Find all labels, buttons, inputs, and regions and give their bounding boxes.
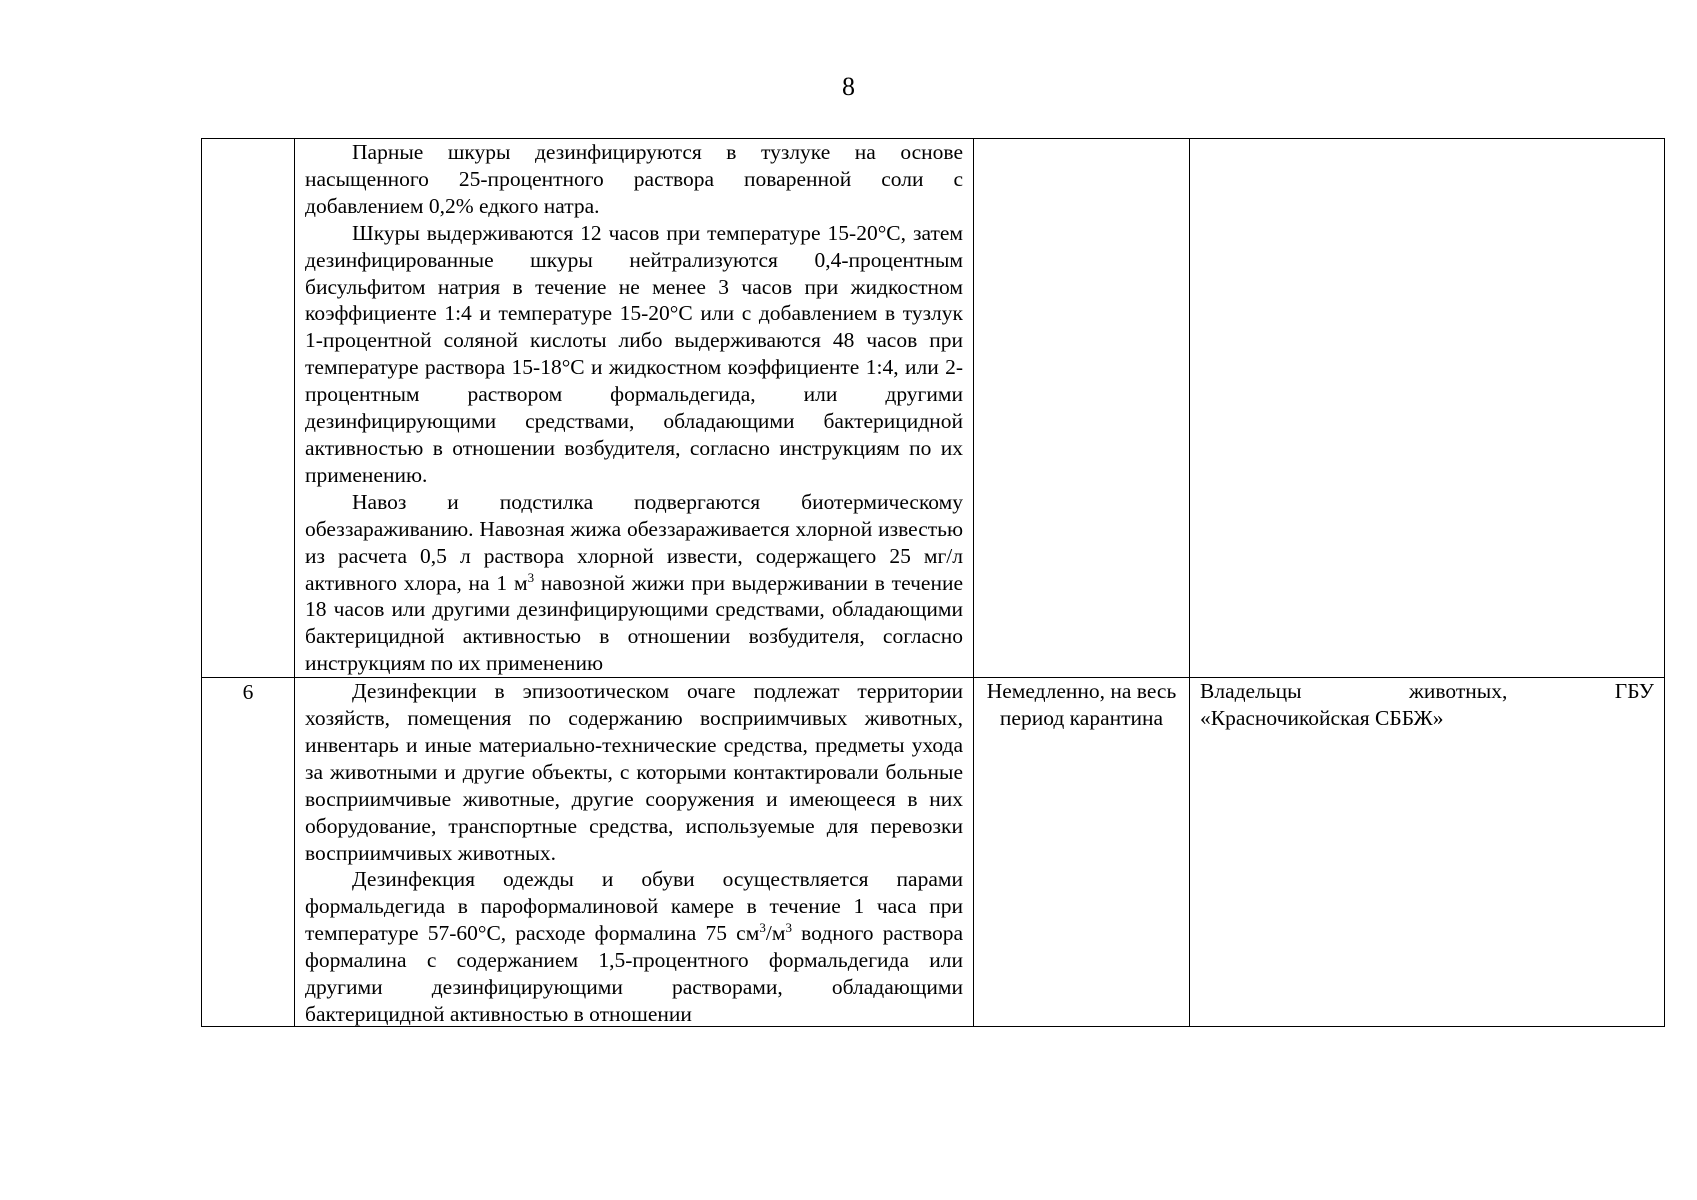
measure-text-cell xyxy=(295,678,974,1027)
measures-table xyxy=(201,138,1665,1027)
superscript-3: 3 xyxy=(527,569,535,585)
table-row-continued xyxy=(202,139,1665,678)
manure-text-part2: навозной жижи при выдерживании в течение 18 часов или другими дезинфицирующими средствами, обладающими бактерицидной активностью в отношении возбудителя, согласно инструкциям по их применению xyxy=(305,570,963,676)
row-number-cell: 6 xyxy=(202,678,295,1027)
clothing-text-part1: Дезинфекция одежды и обуви осуществляется парами формальдегида в пароформалиновой камере в течение 1 часа при температуре 57-60°С, расходе формалина 75 см xyxy=(305,867,963,946)
measure-text-clip xyxy=(305,678,963,1026)
paragraph-disinfection-objects: Дезинфекции в эпизоотическом очаге подлежат территории хозяйств, помещения по содержанию восприимчивых животных, инвентарь и иные материально-технические средства, предметы ухода за животными и другие объекты, с которыми контактировали больные восприимчивые животные, другие сооружения и имеющееся в них оборудование, транспортные средства, используемые для перевозки восприимчивых животных. xyxy=(305,679,963,865)
responsible-line-1: Владельцы животных, ГБУ xyxy=(1200,679,1654,704)
term-cell: Немедленно, на весь период карантина xyxy=(974,678,1190,1027)
paragraph-skins-treatment: Шкуры выдерживаются 12 часов при температуре 15-20°С, затем дезинфицированные шкуры нейтрализуются 0,4-процентным бисульфитом натрия в течение не менее 3 часов при жидкостном коэффициенте 1:4 и температуре 15-20°С или с добавлением в тузлук 1-процентной соляной кислоты либо выдерживаются 48 часов при температуре раствора 15-18°С и жидкостном коэффициенте 1:4, или 2-процентным раствором формальдегида, или другими дезинфицирующими средствами, обладающими бактерицидной активностью в отношении возбудителя, согласно инструкциям по их применению. xyxy=(305,220,963,487)
paragraph-manure xyxy=(305,489,963,677)
table-row-6 xyxy=(202,678,1665,1027)
responsible-cell xyxy=(1190,678,1665,1027)
clothing-text-part2: водного раствора формалина с содержанием 1,5-процентного формальдегида или другими дезинфицирующими растворами, обладающими бактерицидной активностью в отношении xyxy=(305,921,963,1026)
row-number-cell xyxy=(202,139,295,678)
page-number: 8 xyxy=(842,72,855,101)
measure-text-cell xyxy=(295,139,974,678)
responsible-line-2: «Красночикойская СББЖ» xyxy=(1200,706,1444,731)
responsible-cell xyxy=(1190,139,1665,678)
paragraph-skins-brine: Парные шкуры дезинфицируются в тузлуке на основе насыщенного 25-процентного раствора поваренной соли с добавлением 0,2% едкого натра. xyxy=(305,140,963,218)
superscript-3: 3 xyxy=(759,920,766,936)
clothing-text-unit: /м xyxy=(765,921,786,946)
term-cell xyxy=(974,139,1190,678)
manure-text-part1: Навоз и подстилка подвергаются биотермическому обеззараживанию. Навозная жижа обеззараживается хлорной известью из расчета 0,5 л раствора хлорной извести, содержащего 25 мг/л активного хлора, на 1 м xyxy=(305,489,963,595)
superscript-3: 3 xyxy=(785,920,792,936)
paragraph-clothing-disinfection xyxy=(305,866,963,1026)
